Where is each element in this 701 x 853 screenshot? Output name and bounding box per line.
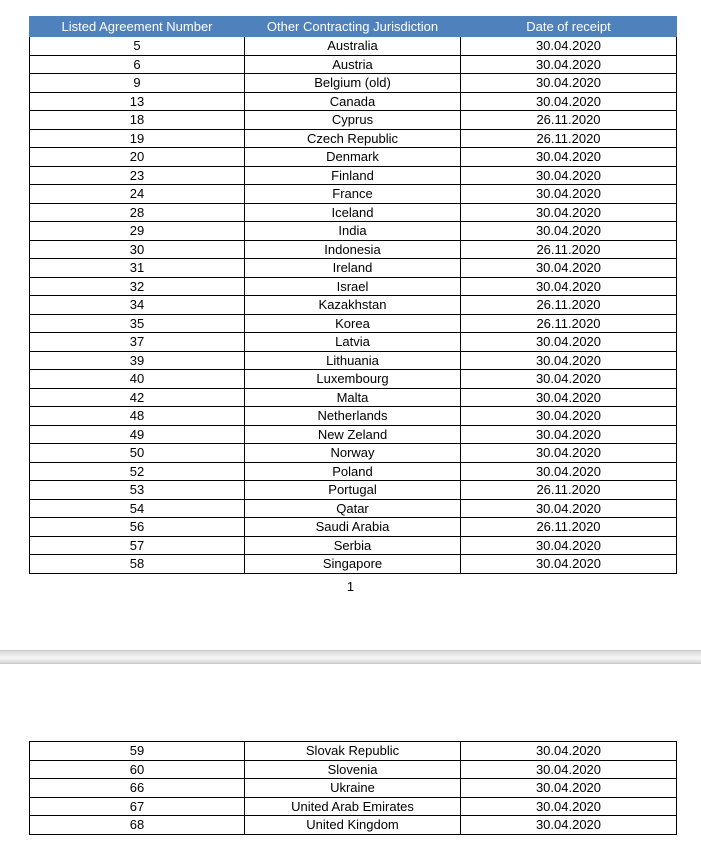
agreement-number-cell: 34 (30, 296, 245, 315)
agreement-number-cell: 19 (30, 129, 245, 148)
header-date-of-receipt: Date of receipt (461, 17, 677, 37)
table-row (30, 92, 677, 111)
table-row (30, 351, 677, 370)
table-row (30, 425, 677, 444)
date-of-receipt-cell: 30.04.2020 (461, 222, 677, 241)
agreement-number-cell: 9 (30, 74, 245, 93)
agreement-number-cell: 35 (30, 314, 245, 333)
agreement-number-cell: 37 (30, 333, 245, 352)
agreement-number-cell: 60 (30, 760, 245, 779)
date-of-receipt-cell: 26.11.2020 (461, 296, 677, 315)
jurisdiction-cell: Slovak Republic (245, 742, 461, 761)
jurisdiction-cell: Canada (245, 92, 461, 111)
table-row (30, 166, 677, 185)
table-row (30, 481, 677, 500)
agreement-number-cell: 67 (30, 797, 245, 816)
agreement-number-cell: 13 (30, 92, 245, 111)
agreement-number-cell: 53 (30, 481, 245, 500)
table-row (30, 444, 677, 463)
date-of-receipt-cell: 30.04.2020 (461, 742, 677, 761)
agreement-number-cell: 52 (30, 462, 245, 481)
date-of-receipt-cell: 30.04.2020 (461, 499, 677, 518)
agreement-number-cell: 58 (30, 555, 245, 574)
jurisdiction-cell: Latvia (245, 333, 461, 352)
date-of-receipt-cell: 30.04.2020 (461, 407, 677, 426)
jurisdiction-cell: Singapore (245, 555, 461, 574)
agreement-number-cell: 29 (30, 222, 245, 241)
date-of-receipt-cell: 30.04.2020 (461, 203, 677, 222)
date-of-receipt-cell: 26.11.2020 (461, 240, 677, 259)
jurisdiction-cell: Kazakhstan (245, 296, 461, 315)
agreement-number-cell: 56 (30, 518, 245, 537)
jurisdiction-cell: Australia (245, 37, 461, 56)
table-row (30, 314, 677, 333)
jurisdiction-cell: France (245, 185, 461, 204)
jurisdiction-cell: Austria (245, 55, 461, 74)
agreement-number-cell: 18 (30, 111, 245, 130)
agreement-number-cell: 50 (30, 444, 245, 463)
jurisdiction-cell: Saudi Arabia (245, 518, 461, 537)
agreement-number-cell: 24 (30, 185, 245, 204)
date-of-receipt-cell: 30.04.2020 (461, 388, 677, 407)
date-of-receipt-cell: 26.11.2020 (461, 518, 677, 537)
jurisdiction-cell: Belgium (old) (245, 74, 461, 93)
table-row (30, 518, 677, 537)
table-row (30, 779, 677, 798)
date-of-receipt-cell: 30.04.2020 (461, 259, 677, 278)
agreements-table-page-1 (29, 16, 677, 574)
table-body-page-2 (30, 742, 677, 835)
agreement-number-cell: 57 (30, 536, 245, 555)
date-of-receipt-cell: 30.04.2020 (461, 462, 677, 481)
date-of-receipt-cell: 30.04.2020 (461, 779, 677, 798)
jurisdiction-cell: Norway (245, 444, 461, 463)
date-of-receipt-cell: 30.04.2020 (461, 74, 677, 93)
table-row (30, 185, 677, 204)
date-of-receipt-cell: 30.04.2020 (461, 816, 677, 835)
date-of-receipt-cell: 30.04.2020 (461, 370, 677, 389)
agreement-number-cell: 28 (30, 203, 245, 222)
date-of-receipt-cell: 30.04.2020 (461, 92, 677, 111)
agreement-number-cell: 32 (30, 277, 245, 296)
date-of-receipt-cell: 30.04.2020 (461, 555, 677, 574)
jurisdiction-cell: Serbia (245, 536, 461, 555)
jurisdiction-cell: Ireland (245, 259, 461, 278)
agreement-number-cell: 66 (30, 779, 245, 798)
jurisdiction-cell: Poland (245, 462, 461, 481)
table-row (30, 407, 677, 426)
page-number: 1 (346, 579, 355, 594)
jurisdiction-cell: Ukraine (245, 779, 461, 798)
table-row (30, 388, 677, 407)
table-header-row (30, 17, 677, 37)
header-agreement-number: Listed Agreement Number (30, 17, 245, 37)
document-page-2 (0, 664, 701, 853)
table-row (30, 742, 677, 761)
agreement-number-cell: 42 (30, 388, 245, 407)
table-row (30, 296, 677, 315)
date-of-receipt-cell: 30.04.2020 (461, 425, 677, 444)
agreement-number-cell: 23 (30, 166, 245, 185)
jurisdiction-cell: Denmark (245, 148, 461, 167)
date-of-receipt-cell: 30.04.2020 (461, 333, 677, 352)
agreement-number-cell: 59 (30, 742, 245, 761)
table-row (30, 148, 677, 167)
jurisdiction-cell: Korea (245, 314, 461, 333)
jurisdiction-cell: New Zeland (245, 425, 461, 444)
date-of-receipt-cell: 30.04.2020 (461, 760, 677, 779)
jurisdiction-cell: Luxembourg (245, 370, 461, 389)
table-row (30, 129, 677, 148)
date-of-receipt-cell: 30.04.2020 (461, 55, 677, 74)
agreement-number-cell: 49 (30, 425, 245, 444)
date-of-receipt-cell: 30.04.2020 (461, 351, 677, 370)
table-row (30, 74, 677, 93)
table-row (30, 203, 677, 222)
table-row (30, 370, 677, 389)
table-row (30, 499, 677, 518)
jurisdiction-cell: United Kingdom (245, 816, 461, 835)
table-row (30, 259, 677, 278)
page-separator (0, 650, 701, 664)
agreement-number-cell: 30 (30, 240, 245, 259)
agreement-number-cell: 68 (30, 816, 245, 835)
date-of-receipt-cell: 30.04.2020 (461, 536, 677, 555)
table-row (30, 277, 677, 296)
date-of-receipt-cell: 26.11.2020 (461, 129, 677, 148)
jurisdiction-cell: Cyprus (245, 111, 461, 130)
table-row (30, 760, 677, 779)
table-row (30, 55, 677, 74)
jurisdiction-cell: Portugal (245, 481, 461, 500)
agreement-number-cell: 40 (30, 370, 245, 389)
date-of-receipt-cell: 30.04.2020 (461, 185, 677, 204)
table-row (30, 536, 677, 555)
jurisdiction-cell: Iceland (245, 203, 461, 222)
agreements-table-page-2 (29, 741, 677, 835)
table-row (30, 333, 677, 352)
date-of-receipt-cell: 30.04.2020 (461, 444, 677, 463)
jurisdiction-cell: United Arab Emirates (245, 797, 461, 816)
agreement-number-cell: 54 (30, 499, 245, 518)
table-row (30, 240, 677, 259)
jurisdiction-cell: Malta (245, 388, 461, 407)
header-jurisdiction: Other Contracting Jurisdiction (245, 17, 461, 37)
date-of-receipt-cell: 26.11.2020 (461, 481, 677, 500)
jurisdiction-cell: Netherlands (245, 407, 461, 426)
table-row (30, 816, 677, 835)
date-of-receipt-cell: 26.11.2020 (461, 111, 677, 130)
agreement-number-cell: 6 (30, 55, 245, 74)
jurisdiction-cell: Israel (245, 277, 461, 296)
agreement-number-cell: 20 (30, 148, 245, 167)
table-body-page-1 (30, 37, 677, 574)
agreement-number-cell: 31 (30, 259, 245, 278)
table-row (30, 111, 677, 130)
agreement-number-cell: 39 (30, 351, 245, 370)
jurisdiction-cell: Finland (245, 166, 461, 185)
jurisdiction-cell: Indonesia (245, 240, 461, 259)
date-of-receipt-cell: 26.11.2020 (461, 314, 677, 333)
jurisdiction-cell: Qatar (245, 499, 461, 518)
date-of-receipt-cell: 30.04.2020 (461, 277, 677, 296)
date-of-receipt-cell: 30.04.2020 (461, 148, 677, 167)
date-of-receipt-cell: 30.04.2020 (461, 797, 677, 816)
table-row (30, 462, 677, 481)
jurisdiction-cell: India (245, 222, 461, 241)
table-row (30, 555, 677, 574)
table-row (30, 222, 677, 241)
jurisdiction-cell: Lithuania (245, 351, 461, 370)
table-row (30, 37, 677, 56)
date-of-receipt-cell: 30.04.2020 (461, 166, 677, 185)
jurisdiction-cell: Slovenia (245, 760, 461, 779)
jurisdiction-cell: Czech Republic (245, 129, 461, 148)
agreement-number-cell: 48 (30, 407, 245, 426)
agreement-number-cell: 5 (30, 37, 245, 56)
table-row (30, 797, 677, 816)
date-of-receipt-cell: 30.04.2020 (461, 37, 677, 56)
